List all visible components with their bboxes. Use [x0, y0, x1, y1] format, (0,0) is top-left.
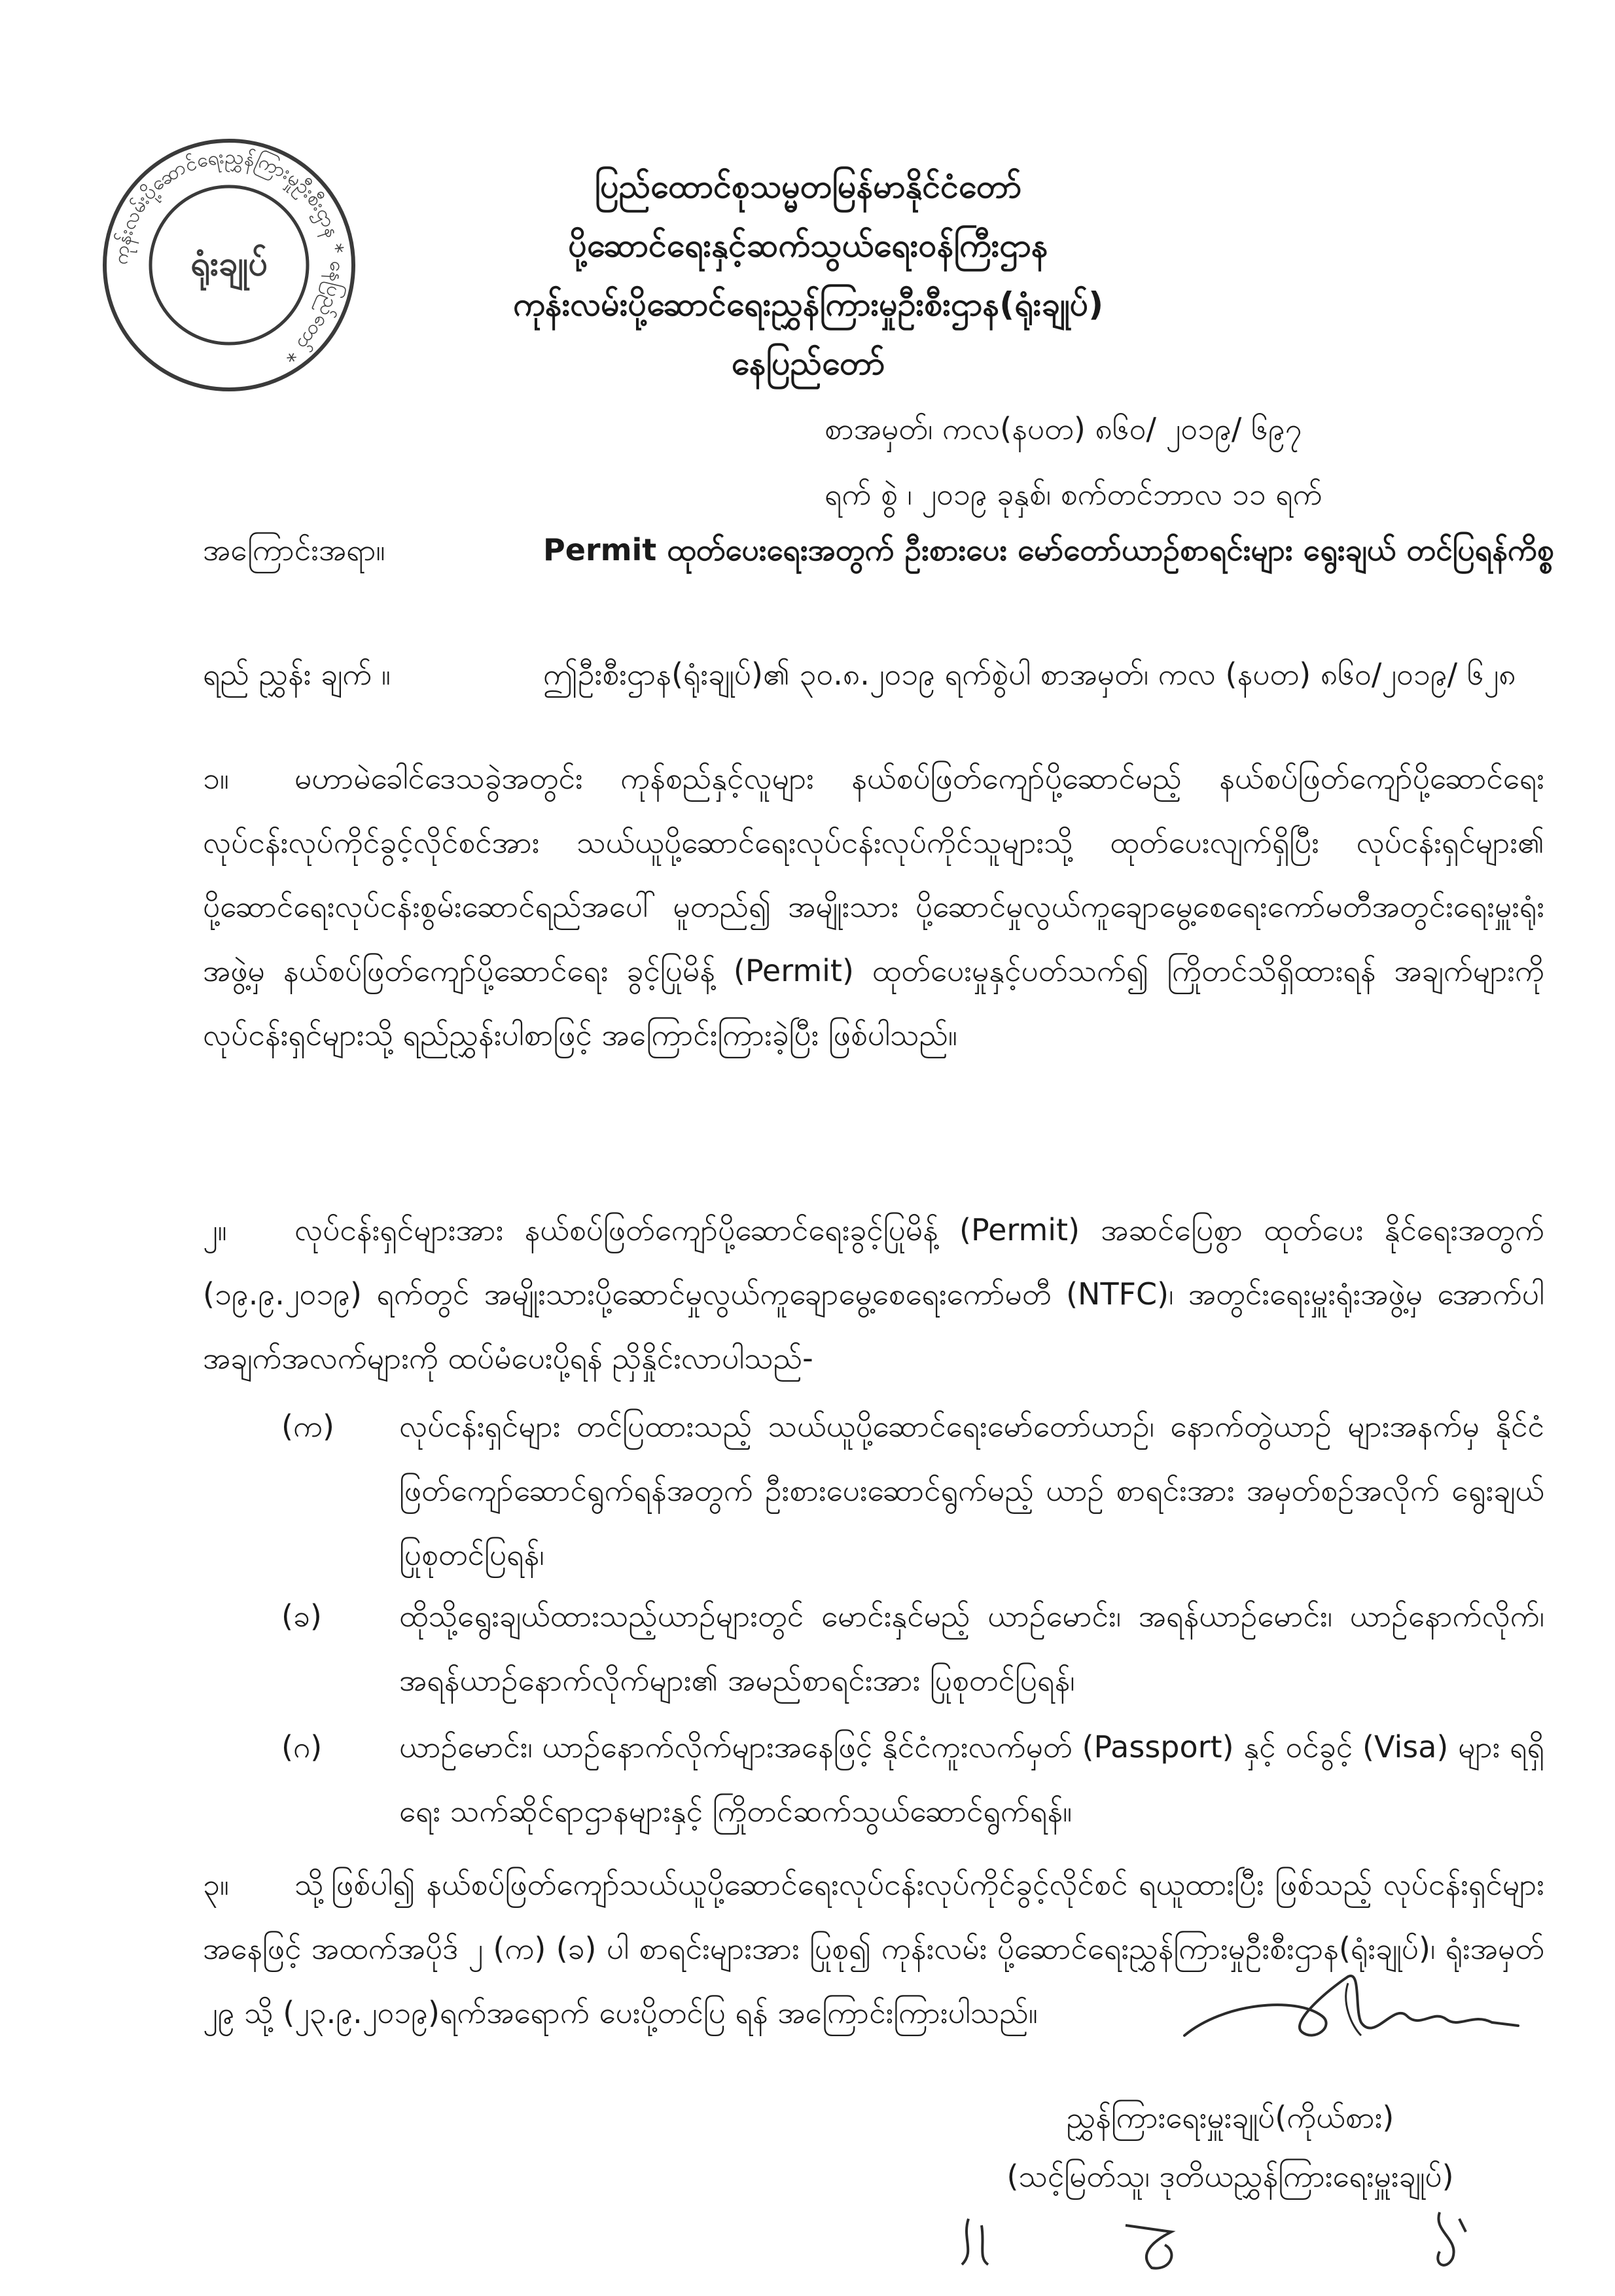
paragraph-2: [203, 1198, 1544, 1390]
sub-item-number: (ဂ): [281, 1729, 323, 1765]
sub-item-number: (က): [281, 1408, 334, 1444]
sub-item-number: (ခ): [281, 1598, 322, 1634]
paragraph-text: လုပ်ငန်းရှင်များအား နယ်စပ်ဖြတ်ကျော်ပို့ဆောင်ရေးခွင့်ပြုမိန့် (Permit) အဆင်ပြေစွာ ထုတ်ပေး နိုင်ရေးအတွက် (၁၉.၉.၂၀၁၉) ရက်တွင် အမျိုးသားပို့ဆောင်မှုလွယ်ကူချောမွေ့စေရေးကော်မတီ (NTFC)၊ အတွင်းရေးမှူးရုံးအဖွဲ့မှ အောက်ပါအချက်အလက်များကို ထပ်မံပေးပို့ရန် ညှိနှိုင်းလာပါသည်-: [203, 1212, 1544, 1376]
paragraph-1: [203, 746, 1544, 1067]
seal-ring-text: ကုန်းလမ်းပို့ဆောင်ရေးညွှန်ကြားမှုဦးစီးဌာန * နေပြည်တော် *: [109, 145, 349, 367]
paragraph-number: ၃။: [203, 1867, 229, 1902]
paragraph-number: ၂။: [203, 1212, 227, 1247]
letterhead: [419, 157, 1198, 393]
seal-center-text: ရုံးချုပ်: [190, 244, 268, 283]
sub-item-text: ထိုသို့ရွေးချယ်ထားသည့်ယာဉ်များတွင် မောင်းနှင်မည့် ယာဉ်မောင်း၊ အရန်ယာဉ်မောင်း၊ ယာဉ်နောက်လိုက်၊ အရန်ယာဉ်နောက်လိုက်များ၏ အမည်စာရင်းအား ပြုစုတင်ပြရန်၊: [399, 1598, 1544, 1698]
sub-item-text: ယာဉ်မောင်း၊ ယာဉ်နောက်လိုက်များအနေဖြင့် နိုင်ငံကူးလက်မှတ် (Passport) နှင့် ဝင်ခွင့် (Visa) များ ရရှိရေး သက်ဆိုင်ရာဌာနများနှင့် ကြိုတင်ဆက်သွယ်ဆောင်ရွက်ရန်။: [399, 1729, 1544, 1829]
sub-item-text: လုပ်ငန်းရှင်များ တင်ပြထားသည့် သယ်ယူပို့ဆောင်ရေးမော်တော်ယာဉ်၊ နောက်တွဲယာဉ် များအနက်မှ နိုင်ငံဖြတ်ကျော်ဆောင်ရွက်ရန်အတွက် ဦးစားပေးဆောင်ရွက်မည့် ယာဉ် စာရင်းအား အမှတ်စဉ်အလိုက် ရွေးချယ်ပြုစုတင်ပြရန်၊: [399, 1408, 1544, 1572]
city-name: နေပြည်တော်: [731, 344, 885, 382]
reference-label: ရည် ညွှန်း ချက် ။: [203, 656, 391, 692]
subject-label: အကြောင်းအရာ။: [203, 532, 385, 567]
signatory-name: (သင့်မြတ်သူ၊ ဒုတိယညွှန်ကြားရေးမှူးချုပ်): [1006, 2159, 1454, 2194]
sub-item-ga: [281, 1715, 1544, 1843]
subject-row: [203, 517, 1554, 648]
country-name: ပြည်ထောင်စုသမ္မတမြန်မာနိုင်ငံတော်: [594, 168, 1022, 206]
letter-number: စာအမှတ်၊ ကလ(နပတ) ၈၆၀/ ၂၀၁၉/ ၆၉၇: [825, 411, 1302, 446]
handwritten-initials: [0, 2193, 1615, 2284]
signatory-title: ညွှန်ကြားရေးမှူးချုပ်(ကိုယ်စား): [1066, 2100, 1394, 2135]
office-seal: [92, 128, 366, 403]
letter-date: ရက် စွဲ ၊ ၂၀၁၉ ခုနှစ်၊ စက်တင်ဘာလ ၁၁ ရက်: [825, 476, 1322, 512]
sub-item-kha: [281, 1584, 1544, 1712]
ministry-name: ပို့ဆောင်ရေးနှင့်ဆက်သွယ်ရေးဝန်ကြီးဌာန: [568, 226, 1048, 264]
paragraph-text: မဟာမဲခေါင်ဒေသခွဲအတွင်း ကုန်စည်နှင့်လူများ နယ်စပ်ဖြတ်ကျော်ပို့ဆောင်မည့် နယ်စပ်ဖြတ်ကျော်ပို့ဆောင်ရေးလုပ်ငန်းလုပ်ကိုင်ခွင့်လိုင်စင်အား သယ်ယူပို့ဆောင်ရေးလုပ်ငန်းလုပ်ကိုင်သူများသို့ ထုတ်ပေးလျက်ရှိပြီး လုပ်ငန်းရှင်များ၏ ပို့ဆောင်ရေးလုပ်ငန်းစွမ်းဆောင်ရည်အပေါ် မူတည်၍ အမျိုးသား ပို့ဆောင်မှုလွယ်ကူချောမွေ့စေရေးကော်မတီအတွင်းရေးမှူးရုံးအဖွဲ့မှ နယ်စပ်ဖြတ်ကျော်ပို့ဆောင်ရေး ခွင့်ပြုမိန့် (Permit) ထုတ်ပေးမှုနှင့်ပတ်သက်၍ ကြိုတင်သိရှိထားရန် အချက်များကို လုပ်ငန်းရှင်များသို့ ရည်ညွှန်းပါစာဖြင့် အကြောင်းကြားခဲ့ပြီး ဖြစ်ပါသည်။: [203, 761, 1544, 1052]
department-name: ကုန်းလမ်းပို့ဆောင်ရေးညွှန်ကြားမှုဦးစီးဌာန(ရုံးချုပ်): [512, 285, 1104, 323]
handwritten-signature: [1165, 1964, 1531, 2075]
reference-block: [825, 396, 1544, 527]
subject-text: Permit ထုတ်ပေးရေးအတွက် ဦးစားပေး မော်တော်ယာဉ်စာရင်းများ ရွေးချယ် တင်ပြရန်ကိစ္စ: [543, 532, 1554, 567]
paragraph-text: သို့ဖြစ်ပါ၍ နယ်စပ်ဖြတ်ကျော်သယ်ယူပို့ဆောင်ရေးလုပ်ငန်းလုပ်ကိုင်ခွင့်လိုင်စင် ရယူထားပြီး ဖြစ်သည့် လုပ်ငန်းရှင်များအနေဖြင့် အထက်အပိုဒ် ၂ (က) (ခ) ပါ စာရင်းများအား ပြုစု၍ ကုန်းလမ်း ပို့ဆောင်ရေးညွှန်ကြားမှုဦးစီးဌာန(ရုံးချုပ်)၊ ရုံးအမှတ် ၂၉ သို့ (၂၃.၉.၂၀၁၉)ရက်အရောက် ပေးပို့တင်ပြ ရန် အကြောင်းကြားပါသည်။: [203, 1867, 1544, 2030]
sub-item-ka: [281, 1394, 1544, 1587]
reference-text: ဤဦးစီးဌာန(ရုံးချုပ်)၏ ၃၀.၈.၂၀၁၉ ရက်စွဲပါ စာအမှတ်၊ ကလ (နပတ) ၈၆၀/၂၀၁၉/ ၆၂၈: [543, 656, 1516, 692]
paragraph-number: ၁။: [203, 761, 229, 796]
